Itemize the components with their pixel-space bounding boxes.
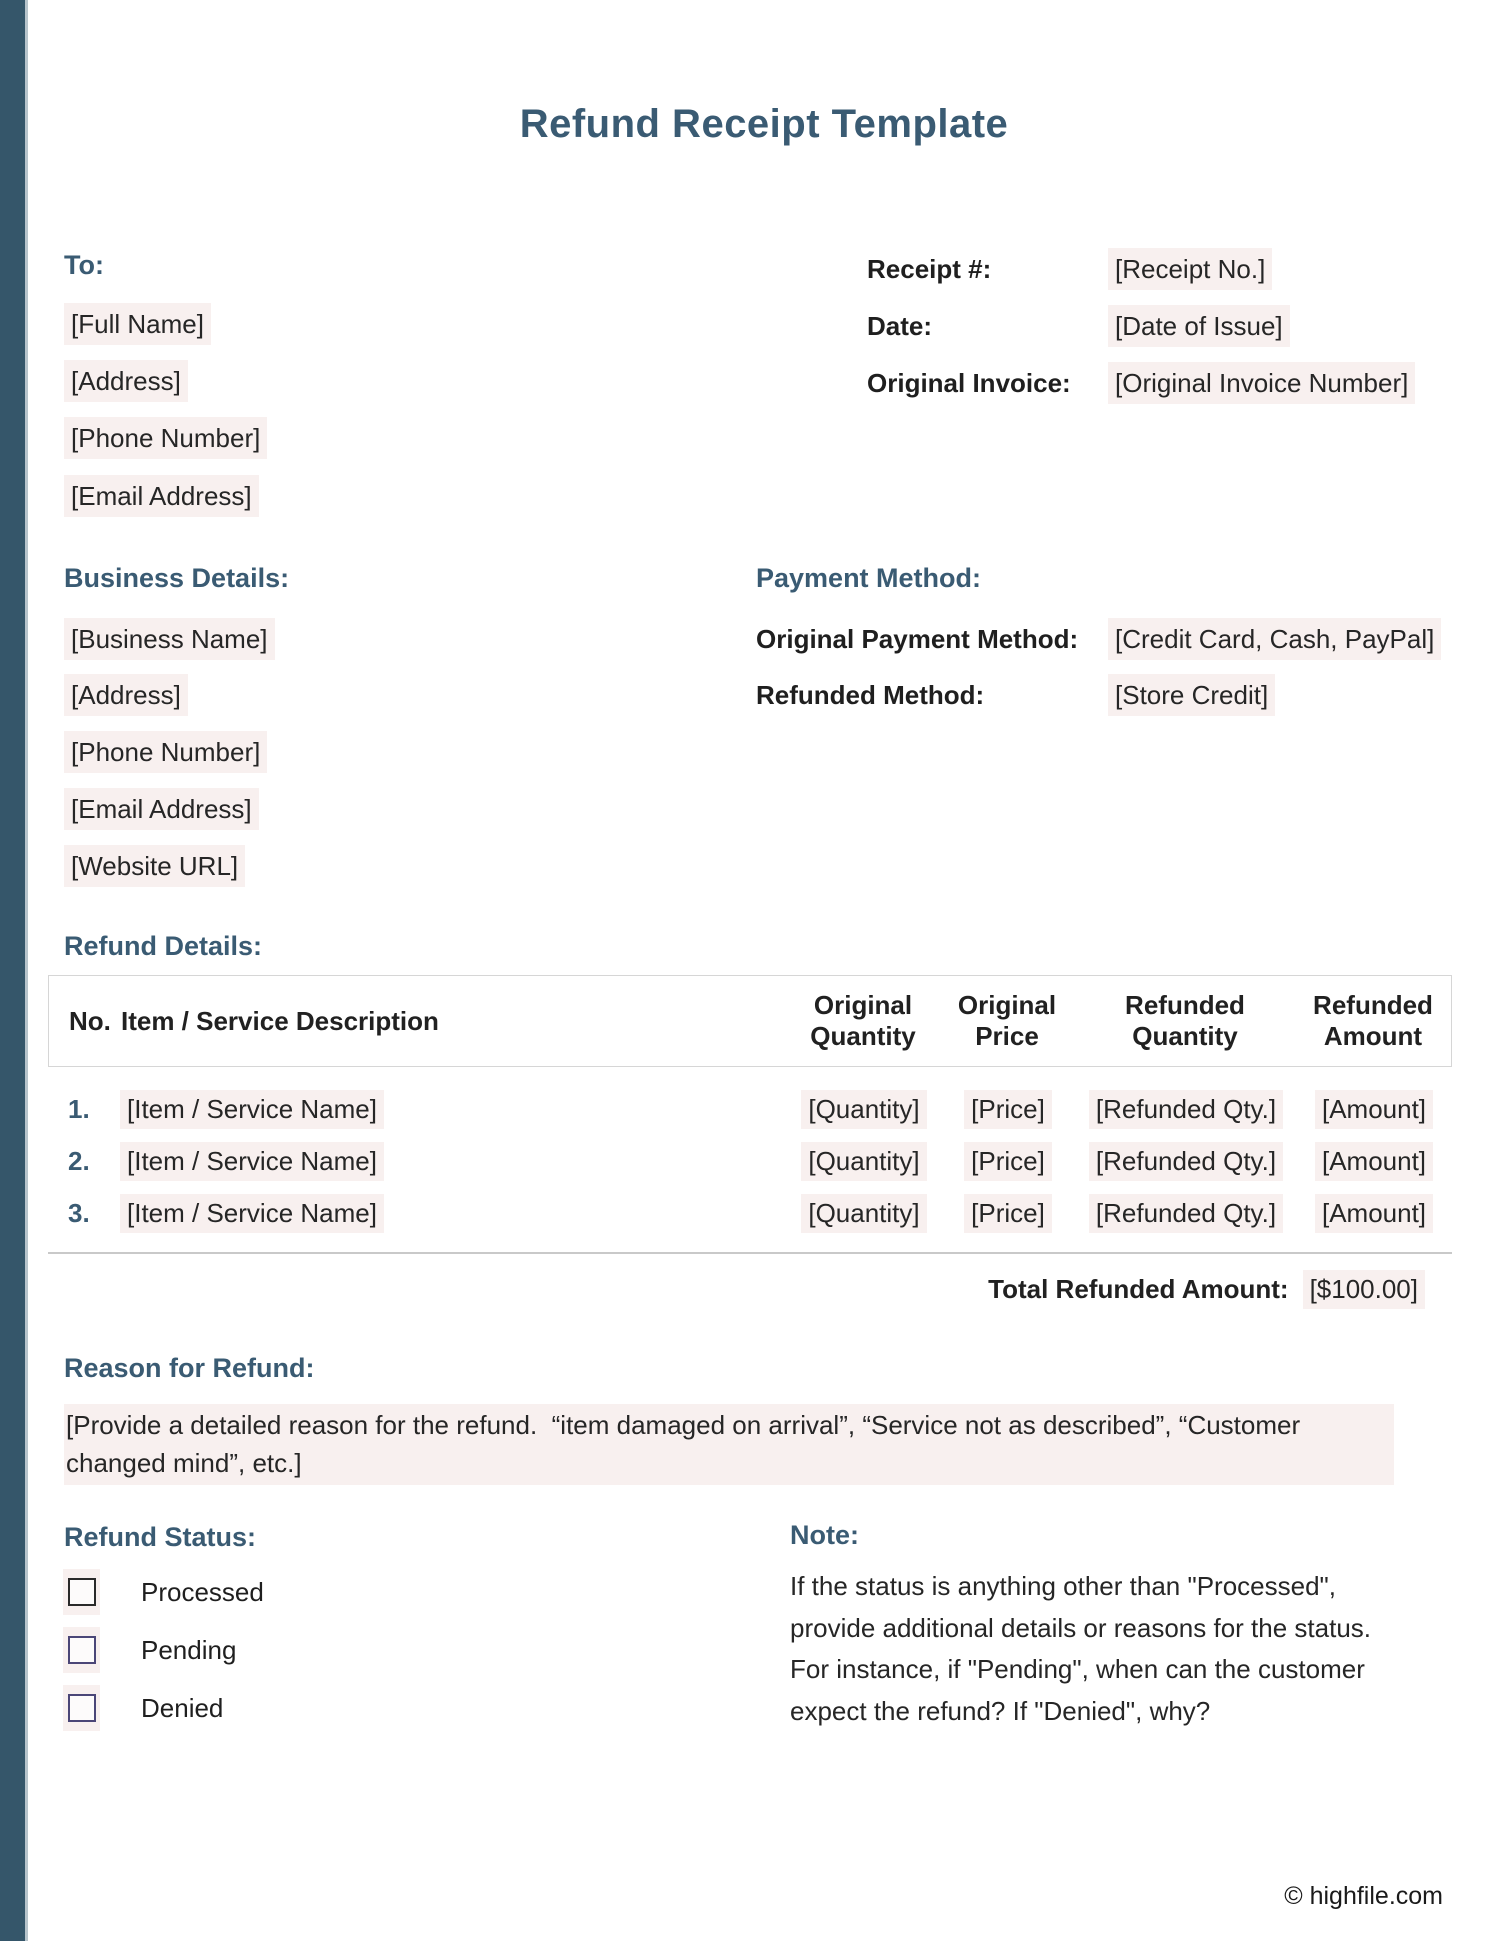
to-address-field[interactable] — [64, 360, 188, 402]
checkbox-icon — [68, 1578, 96, 1606]
row-number: 1. — [68, 1093, 90, 1124]
refunded-quantity-placeholder[interactable]: [Refunded Qty.] — [1089, 1142, 1283, 1181]
to-phone-placeholder[interactable]: [Phone Number] — [64, 417, 267, 459]
business-address-placeholder[interactable]: [Address] — [64, 674, 188, 716]
status-label-processed: Processed — [141, 1576, 264, 1607]
row-number: 2. — [68, 1145, 90, 1176]
item-description-placeholder[interactable]: [Item / Service Name] — [120, 1090, 384, 1129]
footer-copyright: © highfile.com — [1284, 1882, 1443, 1910]
original-price-placeholder[interactable]: [Price] — [964, 1194, 1052, 1233]
reason-placeholder[interactable]: [Provide a detailed reason for the refund. “item damaged on arrival”, “Service not as described”, “Customer changed mind”, etc.] — [64, 1404, 1394, 1485]
business-phone-placeholder[interactable]: [Phone Number] — [64, 731, 267, 773]
to-full-name-field[interactable] — [64, 303, 211, 345]
reason-field[interactable] — [64, 1404, 1394, 1485]
receipt-number-placeholder[interactable]: [Receipt No.] — [1108, 248, 1272, 290]
refund-details-table — [48, 975, 1452, 1309]
refunded-method-row — [756, 674, 1275, 716]
status-option-processed — [63, 1569, 264, 1615]
checkbox-pending[interactable] — [63, 1627, 100, 1673]
status-label-denied: Denied — [141, 1692, 224, 1723]
date-placeholder[interactable]: [Date of Issue] — [1108, 305, 1290, 347]
original-quantity-placeholder[interactable]: [Quantity] — [801, 1090, 926, 1129]
original-quantity-placeholder[interactable]: [Quantity] — [801, 1194, 926, 1233]
original-invoice-row — [867, 362, 1415, 404]
business-name-placeholder[interactable]: [Business Name] — [64, 618, 275, 660]
receipt-number-row — [867, 248, 1272, 290]
status-label-pending: Pending — [141, 1634, 237, 1665]
status-option-pending — [63, 1627, 236, 1673]
original-payment-method-row — [756, 618, 1441, 660]
note-heading: Note: — [790, 1520, 859, 1550]
business-address-field[interactable] — [64, 674, 188, 716]
total-refunded-label: Total Refunded Amount: — [988, 1274, 1289, 1304]
table-row — [48, 1083, 1452, 1135]
date-row — [867, 305, 1290, 347]
refund-status-heading: Refund Status: — [64, 1522, 256, 1552]
note-text: If the status is anything other than "Processed", provide additional details or reasons for the status. For instance, if "Pending", when can the customer expect the refund? If "Denied", why? — [790, 1571, 1372, 1726]
original-price-placeholder[interactable]: [Price] — [964, 1090, 1052, 1129]
to-email-placeholder[interactable]: [Email Address] — [64, 475, 259, 517]
checkbox-processed[interactable] — [63, 1569, 100, 1615]
business-email-placeholder[interactable]: [Email Address] — [64, 788, 259, 830]
business-phone-field[interactable] — [64, 731, 267, 773]
business-website-placeholder[interactable]: [Website URL] — [64, 845, 245, 887]
total-refunded-row — [48, 1254, 1452, 1309]
status-option-denied — [63, 1685, 223, 1731]
checkbox-denied[interactable] — [63, 1685, 100, 1731]
original-invoice-label: Original Invoice: — [867, 368, 1071, 398]
col-header-refunded-amount: Refunded Amount — [1313, 990, 1433, 1051]
col-header-no: No. — [69, 1005, 111, 1036]
to-full-name-placeholder[interactable]: [Full Name] — [64, 303, 211, 345]
refunded-method-placeholder[interactable]: [Store Credit] — [1108, 674, 1275, 716]
item-description-placeholder[interactable]: [Item / Service Name] — [120, 1142, 384, 1181]
refund-details-heading: Refund Details: — [64, 931, 263, 961]
refunded-amount-placeholder[interactable]: [Amount] — [1315, 1142, 1433, 1181]
page-title: Refund Receipt Template — [519, 102, 1009, 146]
col-header-refunded-quantity: Refunded Quantity — [1125, 990, 1245, 1051]
row-number: 3. — [68, 1197, 90, 1228]
business-website-field[interactable] — [64, 845, 245, 887]
business-name-field[interactable] — [64, 618, 275, 660]
to-heading: To: — [64, 250, 104, 280]
original-price-placeholder[interactable]: [Price] — [964, 1142, 1052, 1181]
original-quantity-placeholder[interactable]: [Quantity] — [801, 1142, 926, 1181]
business-email-field[interactable] — [64, 788, 259, 830]
business-details-heading: Business Details: — [64, 563, 290, 593]
to-phone-field[interactable] — [64, 417, 267, 459]
refunded-method-label: Refunded Method: — [756, 680, 985, 710]
table-row — [48, 1187, 1452, 1239]
page-accent-bar — [0, 0, 28, 1941]
receipt-number-label: Receipt #: — [867, 254, 992, 284]
to-address-placeholder[interactable]: [Address] — [64, 360, 188, 402]
item-description-placeholder[interactable]: [Item / Service Name] — [120, 1194, 384, 1233]
checkbox-icon — [68, 1694, 96, 1722]
original-payment-method-placeholder[interactable]: [Credit Card, Cash, PayPal] — [1108, 618, 1441, 660]
reason-heading: Reason for Refund: — [64, 1353, 315, 1383]
refunded-quantity-placeholder[interactable]: [Refunded Qty.] — [1089, 1090, 1283, 1129]
total-refunded-placeholder[interactable]: [$100.00] — [1303, 1270, 1425, 1309]
original-payment-method-label: Original Payment Method: — [756, 624, 1079, 654]
original-invoice-placeholder[interactable]: [Original Invoice Number] — [1108, 362, 1415, 404]
col-header-original-quantity: Original Quantity — [810, 990, 916, 1051]
to-email-field[interactable] — [64, 475, 259, 517]
refunded-quantity-placeholder[interactable]: [Refunded Qty.] — [1089, 1194, 1283, 1233]
col-header-description: Item / Service Description — [121, 1005, 439, 1036]
date-label: Date: — [867, 311, 933, 341]
payment-method-heading: Payment Method: — [756, 563, 982, 593]
col-header-original-price: Original Price — [957, 990, 1057, 1051]
refunded-amount-placeholder[interactable]: [Amount] — [1315, 1090, 1433, 1129]
table-row — [48, 1135, 1452, 1187]
refunded-amount-placeholder[interactable]: [Amount] — [1315, 1194, 1433, 1233]
table-header-row — [48, 975, 1452, 1067]
checkbox-icon — [68, 1636, 96, 1664]
